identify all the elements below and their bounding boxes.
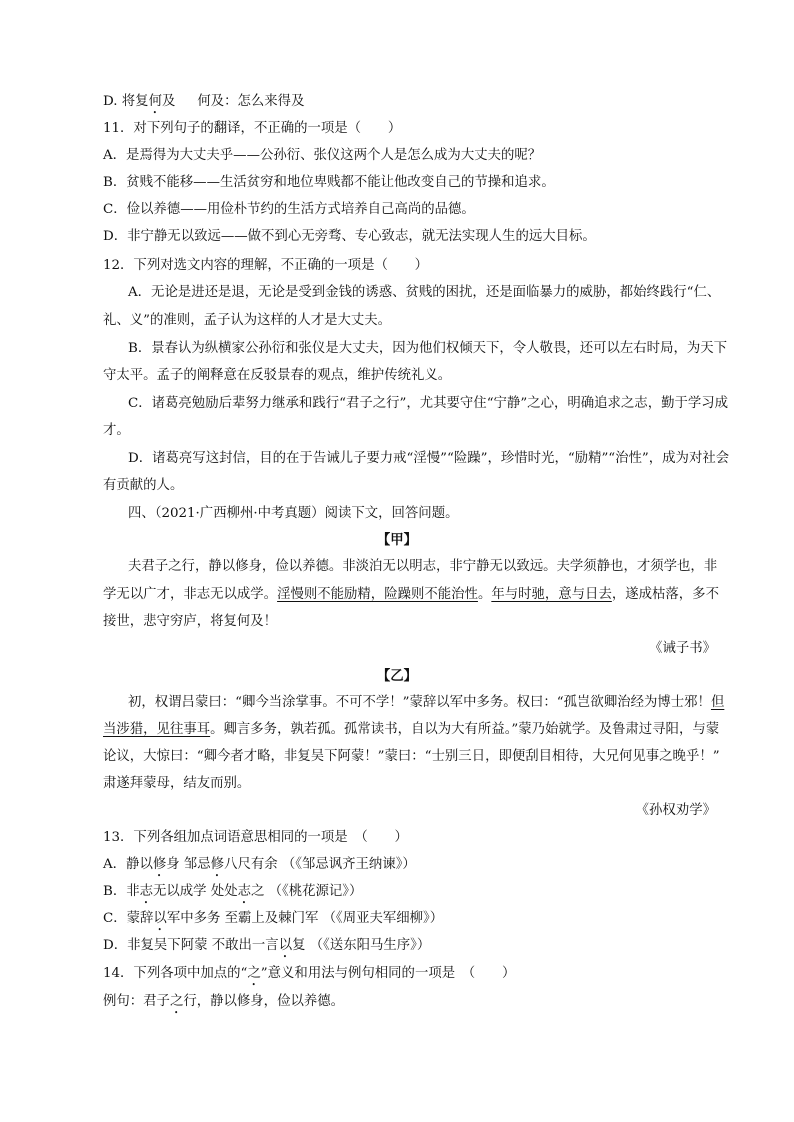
q13-stem: 13．下列各组加点词语意思相同的一项是 （ ）	[103, 830, 408, 845]
q12-option-c-line2: 才。	[103, 423, 130, 438]
passage-jia-line2: 学无以广才，非志无以成学。淫慢则不能励精，险躁则不能治性。年与时驰，意与日去，遂成枯落，多不	[103, 587, 719, 602]
section4-heading: 四、（2021·广西柳州·中考真题）阅读下文，回答问题。	[128, 506, 459, 521]
passage-jia-title: 【甲】	[376, 532, 418, 548]
q12-option-d-line1: D．诸葛亮写这封信，目的在于告诫儿子要力戒“淫慢”“险躁”，珍惜时光，“励精”“治性”，成为对社会	[128, 451, 730, 466]
passage-yi-title: 【乙】	[376, 668, 418, 684]
passage-yi-line2: 当涉猎，见往事耳。卿言多务，孰若孤。孤常读书，自以为大有所益。”蒙乃始就学。及鲁肃过寻阳，与蒙	[103, 722, 720, 737]
q12-option-a-line2: 礼、义”的准则，孟子认为这样的人才是大丈夫。	[103, 313, 392, 328]
q12-option-a-line1: A．无论是进还是退，无论是受到金钱的诱惑、贫贱的困扰，还是面临暴力的威胁，都始终践行“仁、	[128, 285, 721, 300]
q12-option-c-line1: C．诸葛亮勉励后辈努力继承和践行“君子之行”，尤其要守住“宁静”之心，明确追求之志，勤于学习成	[128, 396, 729, 411]
q14-stem: 14．下列各项中加点的“之”意义和用法与例句相同的一项是 （ ）	[103, 966, 516, 981]
passage-yi-line3: 论议，大惊曰：“卿今者才略，非复吴下阿蒙！”蒙曰：“士别三日，即便刮目相待，大兄何见事之晚乎！”	[103, 749, 720, 764]
q12-option-b-line2: 守太平。孟子的阐释意在反驳景春的观点，维护传统礼义。	[103, 368, 452, 383]
q13-option-b: B．非志无以成学 处处志之 （《桃花源记》）	[103, 884, 363, 899]
q11-option-a: A．是焉得为大丈夫乎——公孙衍、张仪这两个人是怎么成为大丈夫的呢？	[103, 148, 542, 163]
q13-option-a: A．静以修身 邹忌修八尺有余 （《邹忌讽齐王纳谏》）	[103, 857, 416, 872]
q12-option-b-line1: B．景春认为纵横家公孙衍和张仪是大丈夫，因为他们权倾天下，令人敬畏，还可以左右时局，为天下	[128, 341, 728, 356]
underlined-sentence-2: 年与时驰，意与日去	[491, 587, 612, 602]
q11-option-b: B．贫贱不能移——生活贫穷和地位卑贱都不能让他改变自己的节操和追求。	[103, 175, 555, 190]
q13-option-c: C．蒙辞以军中多务 至霸上及棘门军 （《周亚夫军细柳》）	[103, 911, 444, 926]
passage-yi-line4: 肃遂拜蒙母，结友而别。	[103, 776, 251, 791]
q12-stem: 12．下列对选文内容的理解，不正确的一项是（ ）	[103, 258, 429, 273]
q12-option-d-line2: 有贡献的人。	[103, 478, 184, 493]
q13-option-d: D．非复吴下阿蒙 不敢出一言以复 （《送东阳马生序》）	[103, 938, 431, 953]
passage-jia-line1: 夫君子之行，静以修身，俭以养德。非淡泊无以明志，非宁静无以致远。夫学须静也，才须学也，非	[128, 559, 718, 574]
passage-jia-source: 《诫子书》	[649, 641, 716, 656]
q14-example: 例句：君子之行，静以修身，俭以养德。	[103, 994, 345, 1009]
underlined-sentence-3: 当涉猎，见往事耳	[103, 722, 211, 737]
q10-option-d: D. 将复何及 何及：怎么来得及	[103, 94, 305, 109]
q11-stem: 11．对下列句子的翻译，不正确的一项是（ ）	[103, 121, 402, 136]
q11-option-c: C．俭以养德——用俭朴节约的生活方式培养自己高尚的品德。	[103, 202, 475, 217]
passage-jia-line3: 接世，悲守穷庐，将复何及！	[103, 614, 278, 629]
q11-option-d: D．非宁静无以致远——做不到心无旁骛、专心致志，就无法实现人生的远大目标。	[103, 229, 596, 244]
underlined-sentence-1: 淫慢则不能励精，险躁则不能治性	[277, 587, 478, 602]
passage-yi-source: 《孙权劝学》	[635, 803, 716, 818]
passage-yi-line1: 初，权谓吕蒙曰：“卿今当涂掌事。不可不学！”蒙辞以军中多务。权曰：“孤岂欲卿治经为博士邪！但	[128, 695, 725, 710]
